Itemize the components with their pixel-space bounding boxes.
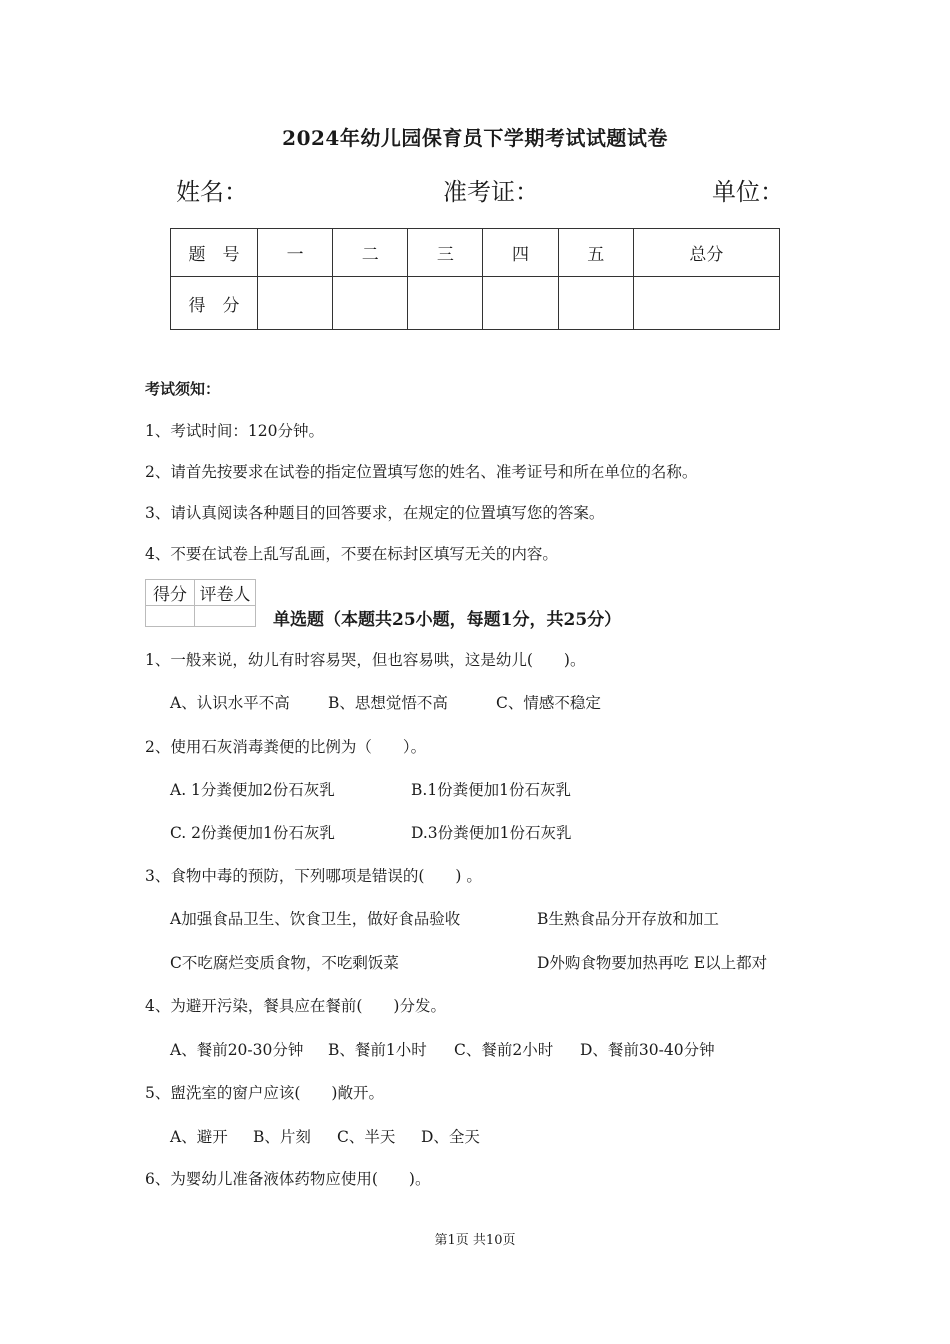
option-c[interactable]: C、餐前2小时	[454, 1041, 554, 1059]
score-table-header: 五	[558, 229, 633, 277]
option-b[interactable]: B生熟食品分开存放和加工	[537, 910, 719, 928]
grader-score-label: 得分	[146, 580, 195, 606]
score-table-header: 一	[258, 229, 333, 277]
option-b[interactable]: B.1份粪便加1份石灰乳	[411, 781, 572, 799]
question-stem: 2、使用石灰消毒粪便的比例为（ ）。	[145, 738, 427, 756]
score-cell[interactable]	[408, 277, 483, 330]
score-table	[170, 228, 780, 330]
option-b[interactable]: B、片刻	[253, 1128, 311, 1146]
score-table-header: 三	[408, 229, 483, 277]
score-table-header: 总分	[633, 229, 779, 277]
note-item: 1、考试时间：120分钟。	[145, 422, 324, 440]
section-title: 单选题（本题共25小题，每题1分，共25分）	[273, 610, 622, 630]
grader-reviewer-label: 评卷人	[195, 580, 256, 606]
grader-score-cell[interactable]	[146, 606, 195, 627]
name-field-label: 姓名：	[176, 178, 248, 206]
option-b[interactable]: B、思想觉悟不高	[328, 694, 448, 712]
option-a[interactable]: A、避开	[170, 1128, 228, 1146]
score-cell[interactable]	[333, 277, 408, 330]
score-table-header: 题 号	[171, 229, 258, 277]
option-c[interactable]: C、半天	[337, 1128, 396, 1146]
option-a[interactable]: A. 1分粪便加2份石灰乳	[170, 781, 335, 799]
exam-id-field-label: 准考证：	[443, 178, 539, 206]
score-cell[interactable]	[558, 277, 633, 330]
option-d[interactable]: D、全天	[421, 1128, 480, 1146]
score-table-header-row	[171, 229, 780, 277]
option-c[interactable]: C. 2份粪便加1份石灰乳	[170, 824, 335, 842]
grader-reviewer-cell[interactable]	[195, 606, 256, 627]
notes-heading: 考试须知：	[145, 380, 221, 398]
page-footer: 第1页 共10页	[434, 1233, 516, 1248]
score-cell[interactable]	[633, 277, 779, 330]
question-stem: 5、盥洗室的窗户应该( )敞开。	[145, 1084, 384, 1102]
option-d[interactable]: D、餐前30-40分钟	[580, 1041, 715, 1059]
score-table-score-row	[171, 277, 780, 330]
option-a[interactable]: A加强食品卫生、饮食卫生，做好食品验收	[170, 910, 461, 928]
unit-field-label: 单位：	[712, 178, 784, 206]
score-cell[interactable]	[483, 277, 558, 330]
option-b[interactable]: B、餐前1小时	[328, 1041, 427, 1059]
option-a[interactable]: A、认识水平不高	[170, 694, 290, 712]
question-stem: 4、为避开污染，餐具应在餐前( )分发。	[145, 997, 446, 1015]
option-c[interactable]: C、情感不稳定	[496, 694, 601, 712]
option-d[interactable]: D.3份粪便加1份石灰乳	[411, 824, 572, 842]
question-stem: 6、为婴幼儿准备液体药物应使用( )。	[145, 1170, 431, 1188]
score-table-header: 四	[483, 229, 558, 277]
note-item: 4、不要在试卷上乱写乱画，不要在标封区填写无关的内容。	[145, 545, 558, 563]
grader-box	[145, 579, 256, 627]
note-item: 2、请首先按要求在试卷的指定位置填写您的姓名、准考证号和所在单位的名称。	[145, 463, 698, 481]
page-title: 2024年幼儿园保育员下学期考试试题试卷	[282, 126, 668, 150]
score-table-header: 二	[333, 229, 408, 277]
option-c[interactable]: C不吃腐烂变质食物，不吃剩饭菜	[170, 954, 399, 972]
score-row-label: 得 分	[171, 277, 258, 330]
option-d[interactable]: D外购食物要加热再吃 E以上都对	[537, 954, 768, 972]
note-item: 3、请认真阅读各种题目的回答要求，在规定的位置填写您的答案。	[145, 504, 605, 522]
score-cell[interactable]	[258, 277, 333, 330]
question-stem: 1、一般来说，幼儿有时容易哭，但也容易哄，这是幼儿( )。	[145, 651, 586, 669]
question-stem: 3、食物中毒的预防，下列哪项是错误的( ) 。	[145, 867, 482, 885]
option-a[interactable]: A、餐前20-30分钟	[170, 1041, 304, 1059]
